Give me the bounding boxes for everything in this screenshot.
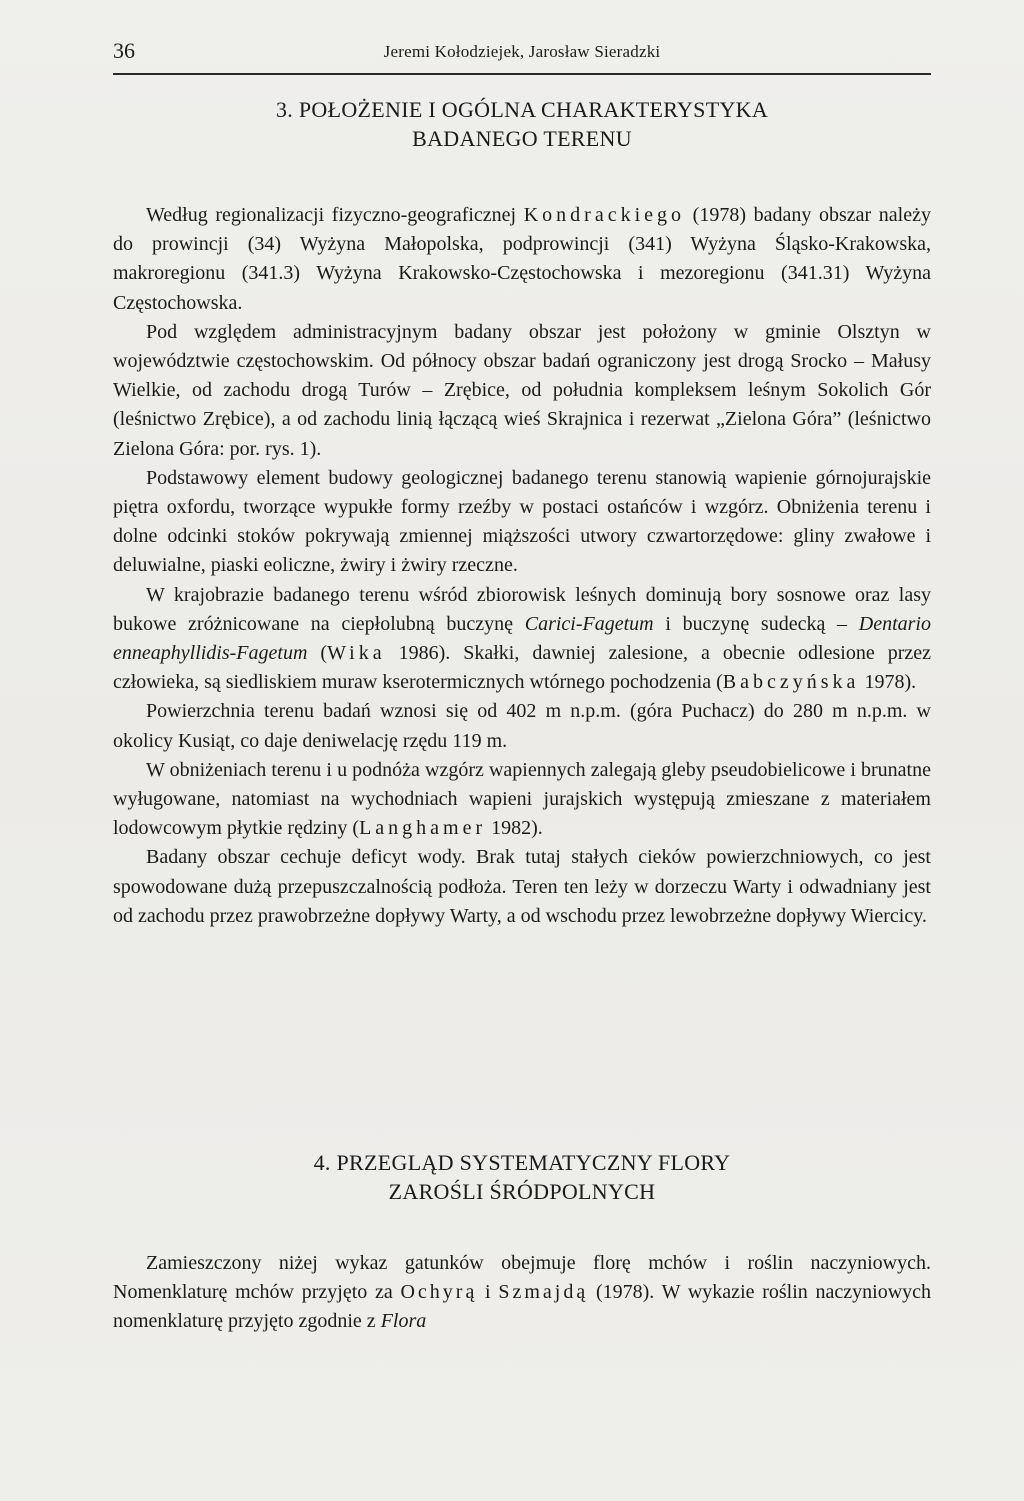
author-name: Babczyńska — [722, 671, 860, 694]
paragraph: Badany obszar cechuje deficyt wody. Brak tutaj stałych cieków powierzchniowych, co jest spowodowane dużą przepuszczalnością podłoża. Teren ten leży w dorzeczu Warty i odwadniany jest od zachodu przez prawobrzeżne dopływy Warty, a od wschodu przez lewobrzeżne dopływy Wiercicy. — [113, 846, 931, 927]
section-4-heading-line-1: 4. PRZEGLĄD SYSTEMATYCZNY FLORY — [313, 1150, 731, 1175]
section-4-body — [113, 1249, 931, 1337]
paragraph: W obniżeniach terenu i u podnóża wzgórz wapiennych zalegają gleby pseudobielicowe i brunatne wyługowane, natomiast na wychodniach wapieni jurajskich występują zmieszane z materiałem lodowcowym płytkie rędziny (Langhamer 1982). — [113, 758, 931, 840]
paragraph: W krajobrazie badanego terenu wśród zbiorowisk leśnych dominują bory sosnowe oraz lasy bukowe zróżnicowane na ciepłolubną buczynę Carici-Fagetum i buczynę sudecką – Dentario enneaphyllidis-Fagetum (Wika 1986). Skałki, dawniej zalesione, a obecnie odlesione przez człowieka, są siedliskiem muraw kserotermicznych wtórnego pochodzenia (Babczyńska 1978). — [113, 583, 931, 694]
section-3-heading-line-2: BADANEGO TERENU — [412, 126, 632, 151]
author-name: Ochyrą — [400, 1281, 478, 1304]
paragraph: Według regionalizacji fizyczno-geograficznej Kondrackiego (1978) badany obszar należy do prowincji (34) Wyżyna Małopolska, podprowincji (341) Wyżyna Śląsko-Krakowska, makroregionu (341.3) Wyżyna Krakowsko-Częstochowska i mezoregionu (341.31) Wyżyna Częstochowska. — [113, 204, 931, 314]
section-4-heading-line-2: ZAROŚLI ŚRÓDPOLNYCH — [388, 1179, 656, 1204]
section-4-heading — [113, 1148, 931, 1206]
author-name: Langhamer — [359, 817, 487, 840]
author-name: Kondrackiego — [523, 204, 686, 226]
paragraph: Powierzchnia terenu badań wznosi się od 402 m n.p.m. (góra Puchacz) do 280 m n.p.m. w okolicy Kusiąt, co daje deniwelację rzędu 119 m. — [113, 700, 931, 752]
paragraph: Pod względem administracyjnym badany obszar jest położony w gminie Olsztyn w województwie częstochowskim. Od północy obszar badań ograniczony jest drogą Srocko – Małusy Wielkie, od zachodu drogą Turów – Zrębice, od południa kompleksem leśnym Sokolich Gór (leśnictwo Zrębice), a od zachodu linią łączącą wieś Skrajnica i rezerwat „Zielona Góra” (leśnictwo Zielona Góra: por. rys. 1). — [113, 320, 931, 460]
running-head: Jeremi Kołodziejek, Jarosław Sieradzki — [383, 42, 661, 61]
paragraph: Podstawowy element budowy geologicznej badanego terenu stanowią wapienie górnojurajskie piętra oxfordu, tworzące wypukłe formy rzeźby w postaci ostańców i wzgórz. Obniżenia terenu i dolne odcinki stoków pokrywają zmiennej miąższości utwory czwartorzędowe: gliny zwałowe i deluwialne, piaski eoliczne, żwiry i żwiry rzeczne. — [113, 466, 931, 577]
header-rule — [113, 73, 931, 75]
page-header — [113, 38, 931, 68]
taxon-name: Dentario enneaphyllidis-Fagetum — [113, 612, 931, 665]
paragraph: Zamieszczony niżej wykaz gatunków obejmuje florę mchów i roślin naczyniowych. Nomenklaturę mchów przyjęto za Ochyrą i Szmajdą (1978). W wykazie roślin naczyniowych nomenklaturę przyjęto zgodnie z Flora — [113, 1252, 932, 1333]
section-3-heading-line-1: 3. POŁOŻENIE I OGÓLNA CHARAKTERYSTYKA — [275, 97, 769, 122]
section-3-heading — [113, 95, 931, 153]
italic-title: Flora — [380, 1310, 427, 1333]
author-name: Wika — [327, 642, 386, 665]
taxon-name: Carici-Fagetum — [524, 612, 654, 635]
page-number: 36 — [113, 38, 135, 63]
author-name: Szmajdą — [498, 1281, 589, 1304]
section-3-body — [113, 201, 931, 931]
